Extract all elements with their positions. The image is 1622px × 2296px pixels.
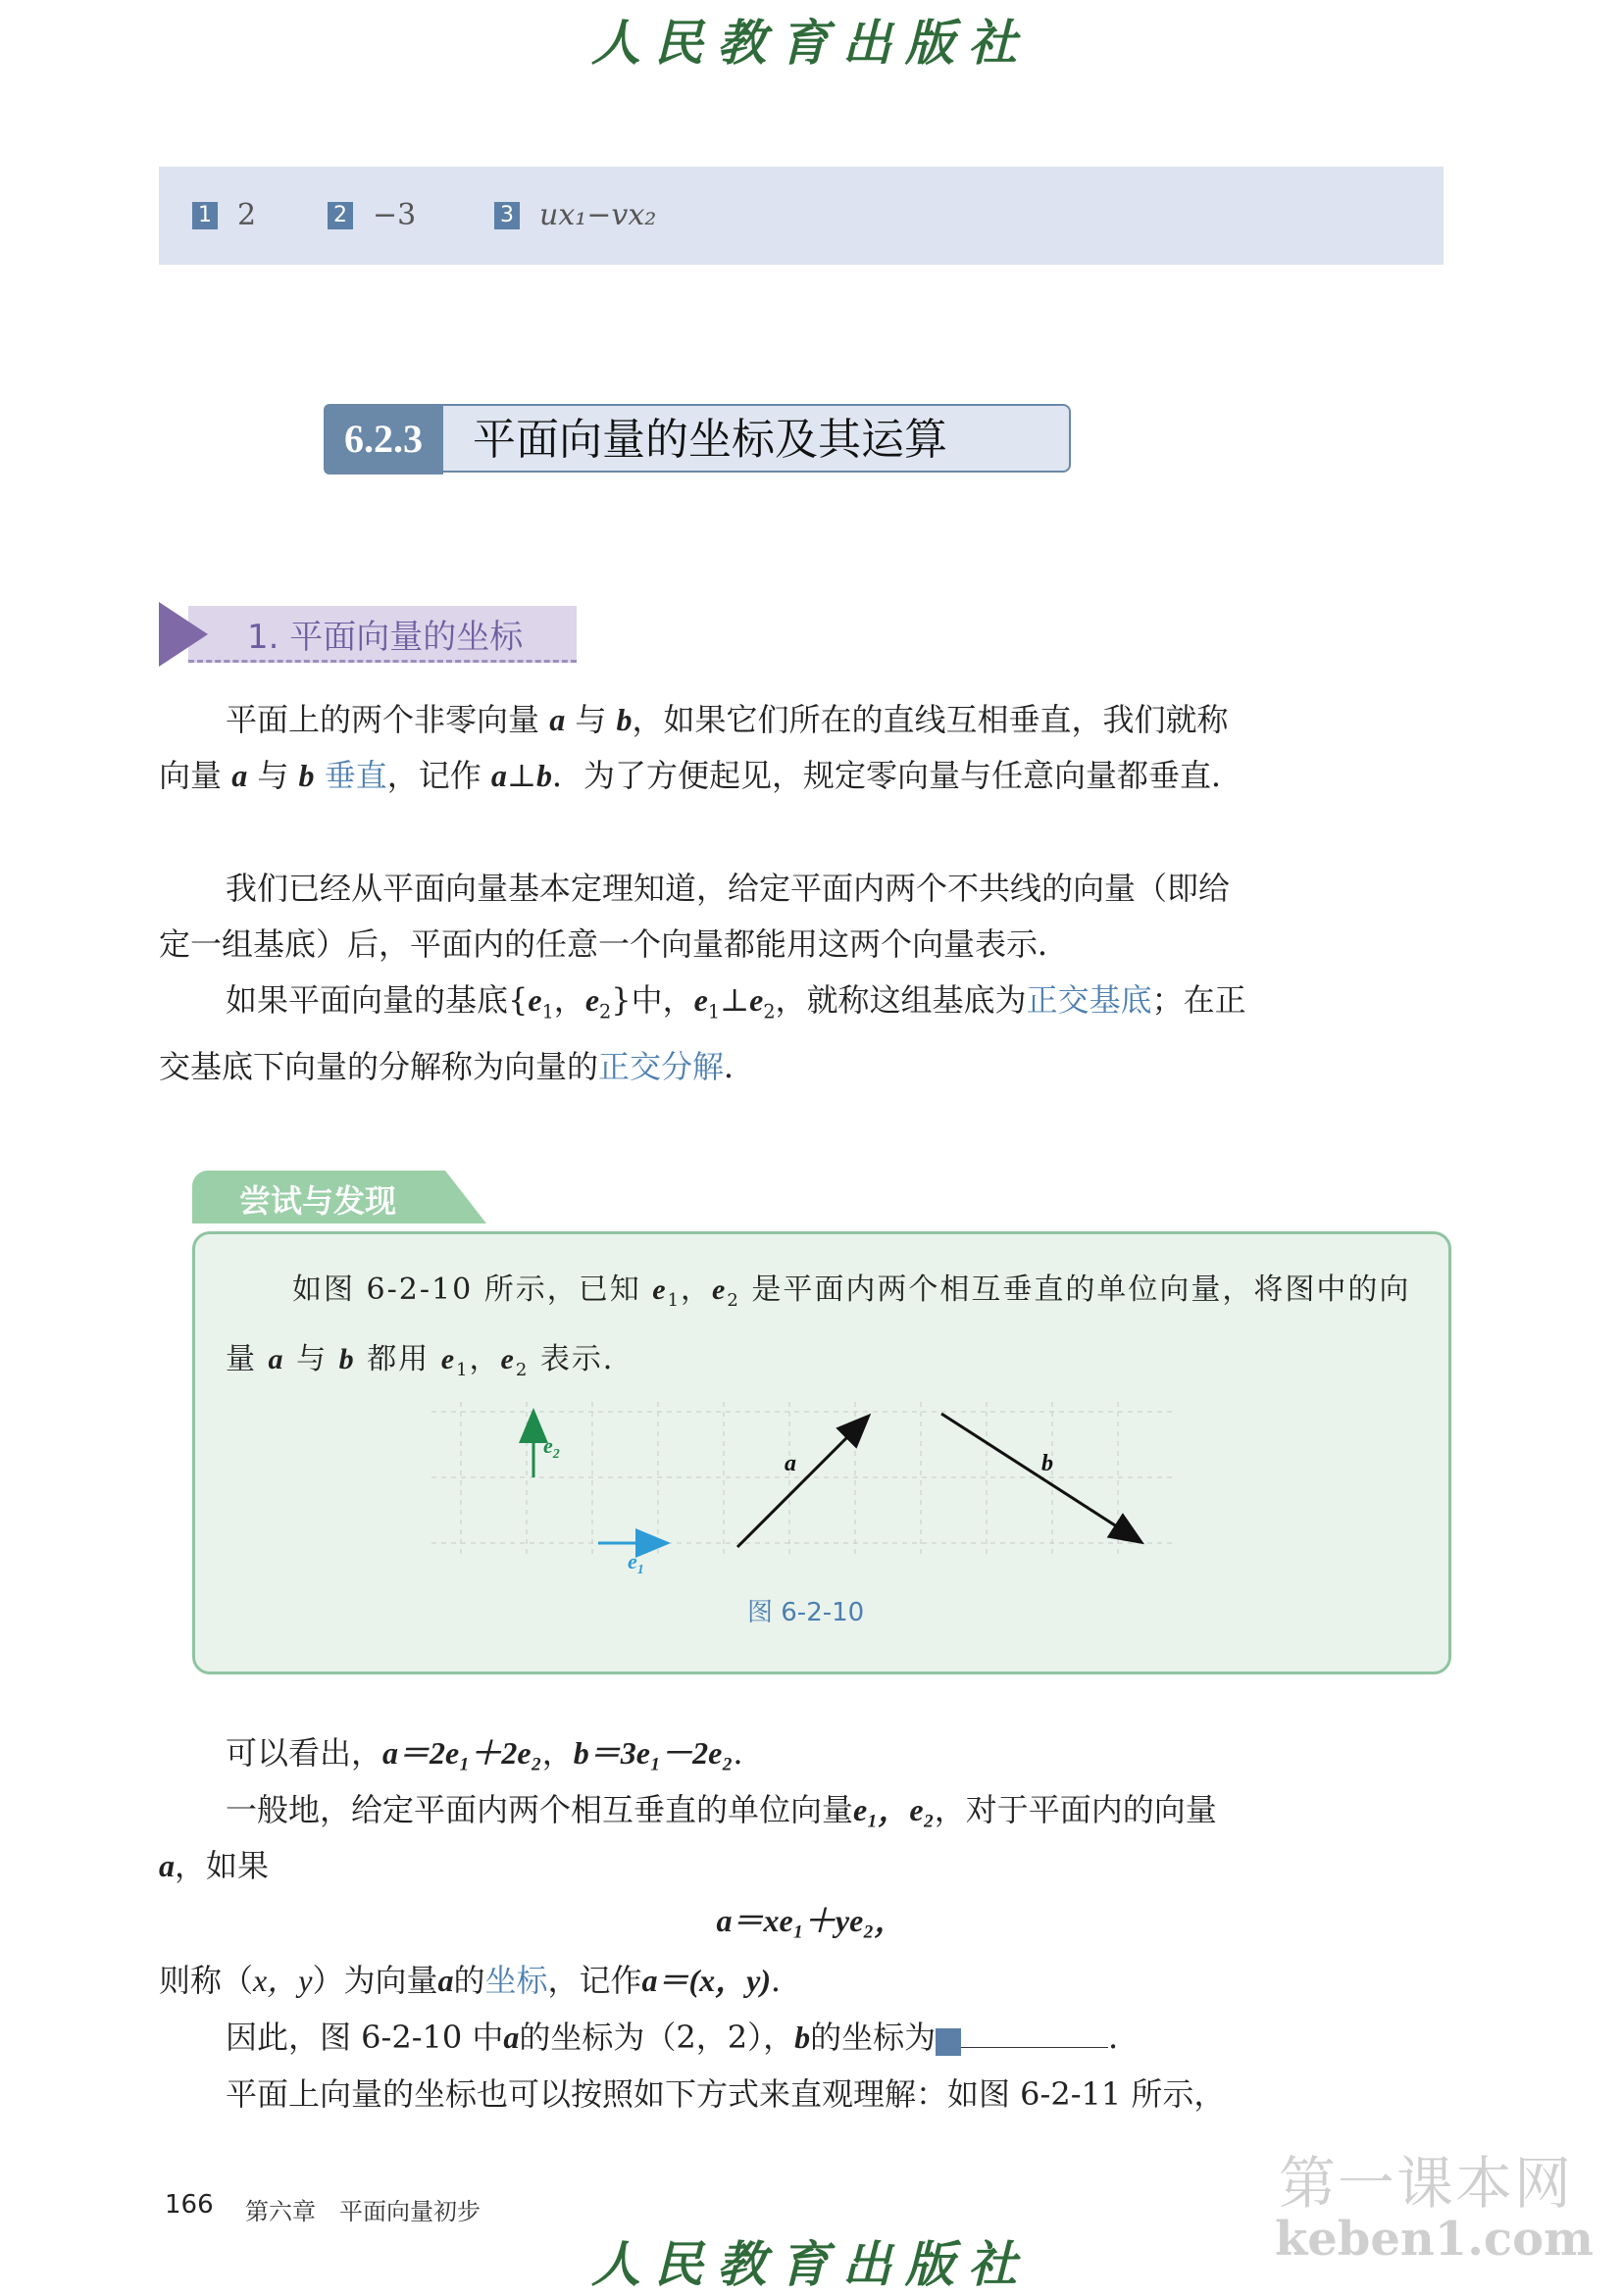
paragraph-3: 如果平面向量的基底{$e_1$，$e_2$}中，$e_1\perp e_2$，就称这组基底为正交基底；在正交基底下向量的分解称为向量的正交分解． (159, 981, 1246, 1086)
text-run: 如图 6-2-10 所示，已知 (292, 1273, 641, 1307)
text-run: ）为向量 (312, 1962, 438, 1999)
formula-line (0, 1896, 1622, 1941)
answer-value: 2 (237, 198, 257, 232)
text-run: ；在正交基底下向量的分解称为向量的 (159, 981, 1246, 1086)
keyword-perpendicular: 垂直 (324, 757, 387, 794)
publisher-footer: 人民教育出版社 (591, 2235, 1031, 2293)
blank-badge: 1 (936, 2028, 961, 2056)
text-run: ，记作 (386, 757, 482, 794)
answer-badge: 1 (192, 202, 218, 229)
paragraph-7 (159, 2010, 1257, 2066)
paragraph-2: 我们已经从平面向量基本定理知道，给定平面内两个不共线的向量（即给定一组基底）后，平面内的任意一个向量都能用这两个向量表示． (159, 870, 1231, 963)
vector-a: a (437, 1963, 454, 1998)
text-run: 一般地，给定平面内两个相互垂直的单位向量 (226, 1791, 854, 1828)
footer-chapter: 第六章 平面向量初步 (245, 2198, 481, 2225)
section-heading: 平面向量的坐标及其运算 (443, 404, 1071, 473)
formula-e1e2: e₁，e₂ (853, 1792, 935, 1827)
text-run: 都用 (367, 1342, 431, 1376)
answer-bar (159, 167, 1444, 265)
formula: a＝xe₁＋ye₂， (716, 1903, 906, 1938)
text-run: ，如果它们所在的直线互相垂直，我们就称向量 (159, 701, 1229, 794)
section-title (324, 404, 1079, 474)
answer-value: ux₁−vx₂ (539, 198, 657, 232)
answer-value: −3 (373, 198, 417, 232)
section-number: 6.2.3 (324, 404, 443, 474)
text-run: 可以看出， (226, 1734, 383, 1772)
figure-caption: 图 6-2-10 (747, 1598, 865, 1627)
text-run: 与 (296, 1342, 329, 1376)
formula-coord: a＝(x，y) (641, 1963, 772, 1998)
vector-a: a (159, 1848, 175, 1883)
text-run: 如果平面向量的基底 (226, 981, 509, 1019)
text-run: 中， (631, 981, 694, 1019)
watermark-url: keben1.com (1275, 2212, 1594, 2267)
text-run: ． (1108, 2019, 1140, 2056)
label-e1: $e_1$ (628, 1549, 644, 1577)
page-number: 166 (165, 2190, 214, 2220)
answer-3 (494, 198, 656, 232)
formula-a: a＝2e₁＋2e₂ (382, 1735, 542, 1771)
text-run: 与 (257, 757, 289, 794)
answer-2 (328, 198, 416, 232)
paragraph-5 (159, 1782, 1257, 1894)
text-run: 是平面内两个相互垂直的单位向量，将图中的向量 (226, 1273, 1411, 1376)
text-run: 的坐标为（2，2）， (519, 2019, 795, 2056)
paragraph-8: 平面上向量的坐标也可以按照如下方式来直观理解：如图 6-2-11 所示， (226, 2075, 1226, 2113)
answer-1 (192, 198, 256, 232)
paragraph-4 (159, 1725, 1257, 1781)
coord-xy: x，y (253, 1963, 313, 1998)
text-run: 平面上的两个非零向量 (226, 701, 540, 738)
label-e2: $e_2$ (543, 1433, 560, 1462)
vector-b: b (794, 2020, 811, 2055)
text-run: ． (771, 1962, 803, 1999)
vector-a: a (503, 2020, 520, 2055)
text-run: 的坐标为 (810, 2019, 937, 2056)
paragraph-6 (159, 1953, 1257, 2009)
text-run: 的 (453, 1962, 485, 1999)
text-run: 因此，图 6-2-10 中 (226, 2019, 504, 2056)
vector-a-arrow (737, 1418, 867, 1547)
fill-blank[interactable] (961, 2037, 1108, 2048)
text-run: ． (724, 1048, 756, 1086)
watermark-cn: 第一课本网 (1279, 2150, 1574, 2217)
paragraph-1: 平面上的两个非零向量 a 与 b，如果它们所在的直线互相垂直，我们就称向量 a 与 b 垂直，记作 a⊥b．为了方便起见，规定零向量与任意向量都垂直． (159, 701, 1243, 794)
text-run: ，对于平面内的向量 (934, 1791, 1217, 1828)
subsection-title (159, 602, 581, 667)
keyword-orthogonal-decomposition: 正交分解 (598, 1048, 725, 1086)
subsection-arrow-icon (159, 602, 208, 667)
answer-badge: 2 (328, 202, 353, 229)
text-run: 与 (575, 701, 607, 738)
text-run: ．为了方便起见，规定零向量与任意向量都垂直． (552, 757, 1243, 794)
label-a: a (785, 1451, 796, 1476)
answer-badge: 3 (494, 202, 520, 229)
text-run: ，就称这组基底为 (775, 981, 1027, 1019)
keyword-coordinate: 坐标 (484, 1962, 548, 1999)
label-b: b (1041, 1451, 1053, 1476)
text-run: ． (733, 1734, 765, 1772)
text-run: ， (541, 1734, 574, 1772)
figure-6-2-10 (431, 1392, 1177, 1588)
subsection-heading: 1. 平面向量的坐标 (247, 618, 524, 657)
try-discover-text: 如图 6-2-10 所示，已知 $e_1$，$e_2$ 是平面内两个相互垂直的单位向量，将图中的向量 a 与 b 都用 $e_1$，$e_2$ 表示． (226, 1273, 1411, 1380)
publisher-header: 人民教育出版社 (591, 14, 1031, 72)
text-run: ，记作 (547, 1962, 642, 1999)
text-run: ，如果 (175, 1847, 270, 1884)
keyword-orthogonal-basis: 正交基底 (1026, 981, 1152, 1019)
try-discover-label: 尝试与发现 (239, 1182, 397, 1220)
text-run: 表示． (539, 1342, 634, 1376)
text-run: 则称（ (159, 1962, 254, 1999)
formula-b: b＝3e₁－2e₂ (573, 1735, 734, 1771)
